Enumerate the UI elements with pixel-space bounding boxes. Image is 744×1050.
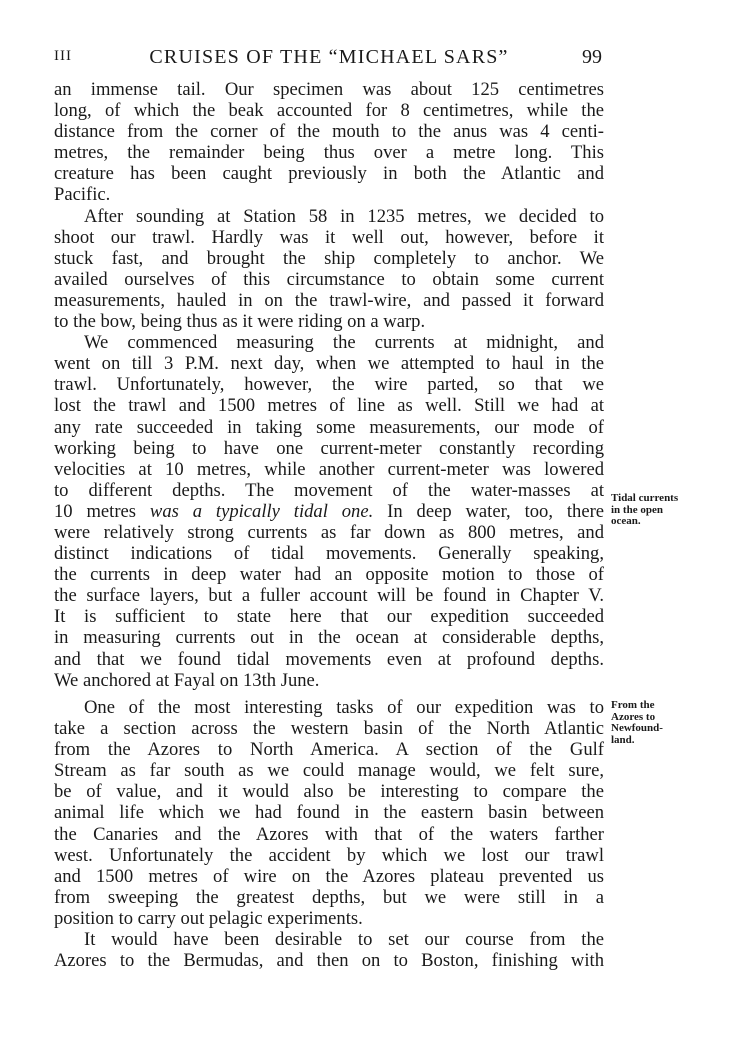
text-line: take a section across the western basin of the North Atlantic [54, 718, 604, 740]
margin-note-line: Newfound- [611, 722, 663, 734]
margin-note-line: in the open [611, 503, 663, 516]
text-line: to the bow, being thus as it were riding on a warp. [54, 311, 426, 333]
text-line: velocities at 10 metres, while another current-meter was lowered [54, 458, 604, 480]
text-line: were relatively strong currents as far down as 800 metres, and [54, 521, 604, 543]
text-line: west. Unfortunately the accident by which we lost our trawl [54, 844, 604, 866]
text-line: availed ourselves of this circumstance to obtain some current [54, 268, 604, 290]
text-segment: 10 metres [54, 500, 150, 522]
paragraph [54, 79, 604, 206]
text-line: trawl. Unfortunately, however, the wire parted, so that we [54, 374, 604, 396]
text-line: from the Azores to North America. A section of the Gulf [54, 739, 604, 761]
paragraph [54, 697, 604, 929]
text-line: metres, the remainder being thus over a metre long. This [54, 142, 604, 164]
text-line: be of value, and it would also be interesting to compare the [54, 781, 604, 803]
text-line: and 1500 metres of wire on the Azores plateau prevented us [54, 865, 604, 887]
text-line: from sweeping the greatest depths, but we were still in a [54, 886, 604, 908]
text-line: Stream as far south as we could manage would, we felt sure, [54, 760, 604, 782]
paragraph [54, 929, 604, 971]
margin-note-tidal-currents [611, 493, 711, 528]
text-line: lost the trawl and 1500 metres of line as well. Still we had at [54, 395, 604, 417]
text-line: the Canaries and the Azores with that of the waters farther [54, 823, 604, 845]
page-number: 99 [582, 46, 602, 68]
text-line: It is sufficient to state here that our expedition succeeded [54, 606, 604, 628]
paragraph [54, 206, 604, 333]
text-line: We anchored at Fayal on 13th June. [54, 669, 320, 691]
text-line: the currents in deep water had an opposite motion to those of [54, 564, 604, 586]
text-line: After sounding at Station 58 in 1235 metres, we decided to [84, 205, 604, 227]
text-line: creature has been caught previously in both the Atlantic and [54, 163, 604, 185]
margin-note-line: Azores to [611, 710, 656, 723]
text-line: and that we found tidal movements even at profound depths. [54, 648, 604, 670]
text-line-mixed [54, 501, 604, 522]
text-line: any rate succeeded in taking some measurements, our mode of [54, 416, 604, 438]
text-line: measurements, hauled in on the trawl-wire, and passed it forward [54, 289, 604, 311]
margin-note-azores-to-newfoundland [611, 700, 711, 746]
text-line: distance from the corner of the mouth to the anus was 4 centi- [54, 121, 604, 143]
text-line: working being to have one current-meter constantly recording [54, 437, 604, 459]
text-line: It would have been desirable to set our course from the [84, 929, 604, 951]
text-line: stuck fast, and brought the ship completely to anchor. We [54, 247, 604, 269]
text-line: Azores to the Bermudas, and then on to Boston, finishing with [54, 950, 604, 972]
text-line: long, of which the beak accounted for 8 centimetres, while the [54, 100, 604, 122]
text-line: distinct indications of tidal movements. Generally speaking, [54, 543, 604, 565]
paragraph [54, 332, 604, 691]
running-title: CRUISES OF THE “MICHAEL SARS” [149, 46, 509, 68]
margin-note-line: ocean. [611, 515, 641, 527]
text-line: We commenced measuring the currents at midnight, and [84, 332, 604, 354]
text-line: One of the most interesting tasks of our expedition was to [84, 697, 604, 718]
text-segment: In deep water, too, there [387, 500, 605, 522]
text-line: position to carry out pelagic experiments. [54, 907, 363, 929]
text-line: animal life which we had found in the eastern basin between [54, 802, 604, 824]
text-line: to different depths. The movement of the water-masses at [54, 479, 604, 501]
text-line: in measuring currents out in the ocean at considerable depths, [54, 627, 604, 649]
text-line: an immense tail. Our specimen was about 125 centimetres [54, 79, 604, 100]
italic-phrase: was a typically tidal one. [149, 500, 374, 522]
text-line: the surface layers, but a fuller account will be found in Chapter V. [54, 585, 604, 607]
running-header [54, 46, 604, 72]
text-line: went on till 3 P.M. next day, when we attempted to haul in the [54, 353, 604, 375]
margin-note-line: From the [611, 699, 655, 711]
margin-note-line: land. [611, 733, 635, 746]
body-text-block-1 [54, 79, 604, 691]
chapter-number: III [54, 48, 72, 64]
body-text-block-2 [54, 697, 604, 971]
text-line: Pacific. [54, 184, 111, 206]
text-line: shoot our trawl. Hardly was it well out, however, before it [54, 226, 604, 248]
margin-note-line: Tidal currents [611, 492, 679, 504]
